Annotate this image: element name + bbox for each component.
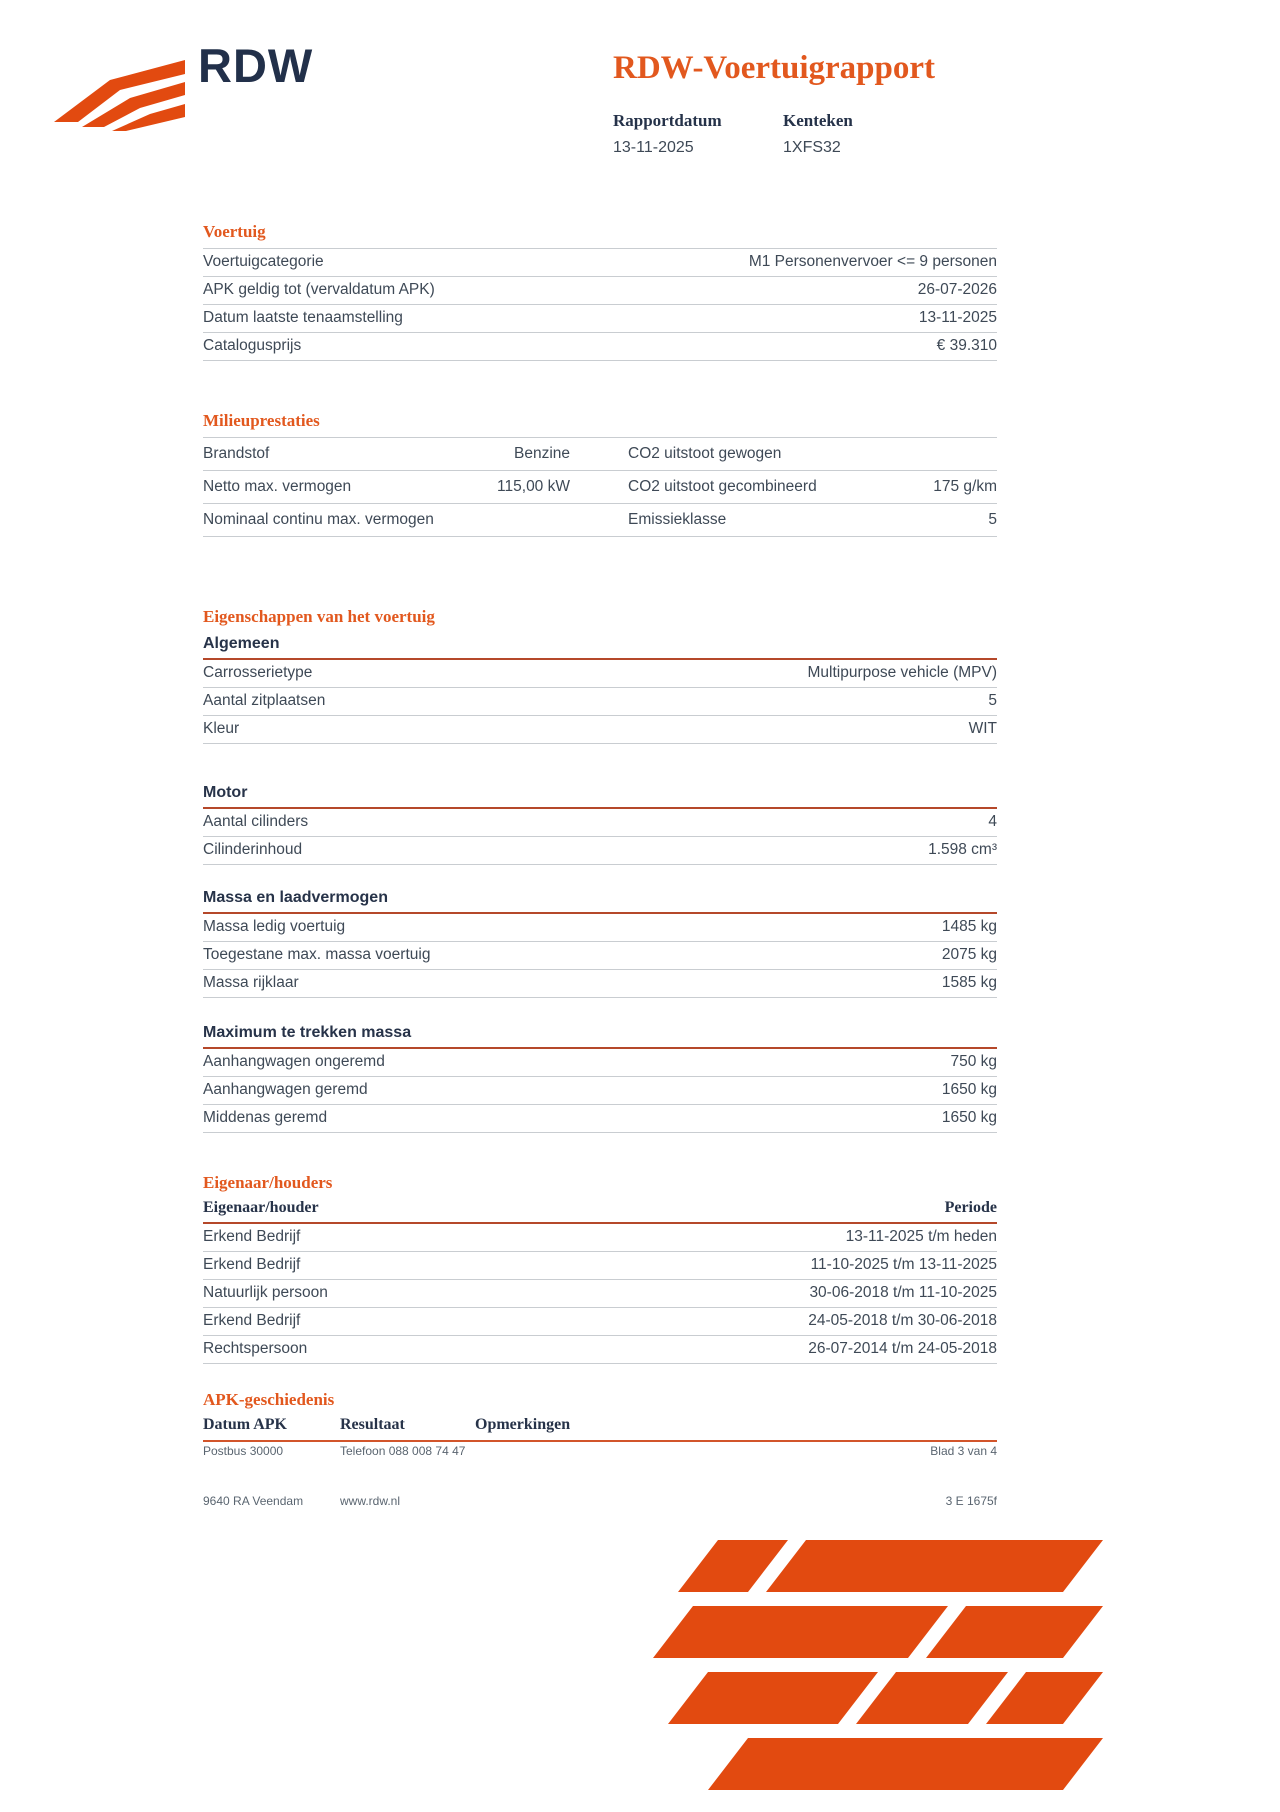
column-header-opmerkingen: Opmerkingen	[475, 1416, 571, 1433]
row-label: Massa rijklaar	[203, 974, 299, 991]
row-label: Erkend Bedrijf	[203, 1256, 301, 1273]
footer-website: www.rdw.nl	[340, 1494, 401, 1508]
column-header-eigenaar: Eigenaar/houder	[203, 1199, 319, 1216]
table-row	[203, 1049, 997, 1077]
table-row	[203, 1280, 997, 1308]
row-label: Massa ledig voertuig	[203, 918, 346, 935]
kenteken-label: Kenteken	[783, 111, 853, 130]
row-label: Erkend Bedrijf	[203, 1228, 301, 1245]
voertuig-table	[203, 248, 997, 361]
row-label: Kleur	[203, 720, 240, 737]
subsection-title: Algemeen	[203, 635, 997, 660]
table-row	[203, 1224, 997, 1252]
row-value: 1650 kg	[941, 1109, 997, 1126]
row-value: 750 kg	[950, 1053, 997, 1070]
page-title: RDW-Voertuigrapport	[613, 50, 936, 86]
rapportdatum-value: 13-11-2025	[613, 139, 694, 156]
row-value: 24-05-2018 t/m 30-06-2018	[808, 1312, 997, 1329]
footer-page-info: Blad 3 van 4	[930, 1444, 997, 1458]
row-value: M1 Personenvervoer <= 9 personen	[748, 253, 997, 270]
row-value: 1650 kg	[941, 1081, 997, 1098]
section-heading-milieuprestaties: Milieuprestaties	[203, 411, 320, 430]
section-heading-voertuig: Voertuig	[203, 222, 266, 241]
row-label: Carrosserietype	[203, 664, 313, 681]
row-label: Erkend Bedrijf	[203, 1312, 301, 1329]
section-eigenschappen	[203, 607, 997, 1133]
row-value: 26-07-2026	[917, 281, 997, 298]
subsection-massa-en-laadvermogen	[203, 889, 997, 998]
row-label: CO2 uitstoot gewogen	[628, 445, 782, 462]
row-label: CO2 uitstoot gecombineerd	[628, 478, 817, 495]
row-label: Rechtspersoon	[203, 1340, 308, 1357]
row-label: Natuurlijk persoon	[203, 1284, 328, 1301]
row-label: Netto max. vermogen	[203, 478, 352, 495]
table-row	[203, 305, 997, 333]
row-label: Aanhangwagen geremd	[203, 1081, 368, 1098]
row-value: 26-07-2014 t/m 24-05-2018	[808, 1340, 997, 1357]
rapportdatum-label: Rapportdatum	[613, 111, 722, 130]
table-row	[203, 1308, 997, 1336]
section-heading-eigenaar: Eigenaar/houders	[203, 1173, 333, 1192]
table-row	[203, 1252, 997, 1280]
table-row	[203, 970, 997, 998]
row-value: 2075 kg	[941, 946, 997, 963]
subsection-maximum-te-trekken-massa	[203, 1024, 997, 1133]
rdw-stripes-graphic	[648, 1540, 1118, 1812]
table-row	[203, 914, 997, 942]
row-value: € 39.310	[936, 337, 997, 354]
row-label: Aantal cilinders	[203, 813, 309, 830]
report-body	[203, 0, 997, 1442]
row-label: APK geldig tot (vervaldatum APK)	[203, 281, 435, 298]
row-value: 13-11-2025 t/m heden	[845, 1228, 997, 1245]
row-value: 5	[988, 511, 997, 528]
section-heading-eigenschappen: Eigenschappen van het voertuig	[203, 607, 435, 626]
row-value: 30-06-2018 t/m 11-10-2025	[809, 1284, 997, 1301]
row-value: 4	[988, 813, 997, 830]
table-row	[203, 809, 997, 837]
row-value: WIT	[968, 720, 997, 737]
row-value: Benzine	[513, 445, 570, 462]
section-eigenaar-houders	[203, 1173, 997, 1364]
table-row	[203, 1105, 997, 1133]
table-row	[203, 438, 997, 471]
table-row	[203, 716, 997, 744]
row-label: Aanhangwagen ongeremd	[203, 1053, 385, 1070]
row-value: 1.598 cm³	[928, 841, 997, 858]
section-heading-apk: APK-geschiedenis	[203, 1390, 335, 1409]
row-label: Emissieklasse	[628, 511, 727, 528]
row-value: 115,00 kW	[497, 478, 570, 495]
table-row	[203, 1077, 997, 1105]
row-label: Voertuigcategorie	[203, 253, 324, 270]
footer-address-1: Postbus 30000	[203, 1444, 284, 1458]
section-voertuig	[203, 222, 997, 361]
table-row	[203, 837, 997, 865]
row-value: 5	[988, 692, 997, 709]
row-value: 13-11-2025	[918, 309, 997, 326]
subsection-title: Maximum te trekken massa	[203, 1024, 997, 1049]
footer-line-2	[203, 1494, 997, 1508]
row-value: 11-10-2025 t/m 13-11-2025	[810, 1256, 997, 1273]
kenteken-value: 1XFS32	[783, 139, 841, 156]
row-label: Datum laatste tenaamstelling	[203, 309, 403, 326]
table-row	[203, 660, 997, 688]
subsection-motor	[203, 784, 997, 865]
rdw-logo-text: RDW	[198, 39, 314, 92]
section-milieuprestaties	[203, 411, 997, 537]
row-label: Brandstof	[203, 445, 270, 462]
table-row	[203, 688, 997, 716]
column-header-resultaat: Resultaat	[340, 1416, 405, 1433]
subsection-title: Motor	[203, 784, 997, 809]
table-row	[203, 333, 997, 361]
table-row	[203, 942, 997, 970]
row-value: 175 g/km	[933, 478, 997, 495]
row-value: 1485 kg	[941, 918, 997, 935]
footer-phone: Telefoon 088 008 74 47	[340, 1444, 466, 1458]
apk-table-header	[203, 1416, 997, 1442]
table-row	[203, 471, 997, 504]
subsection-title: Massa en laadvermogen	[203, 889, 997, 914]
row-label: Middenas geremd	[203, 1109, 328, 1126]
footer-doc-code: 3 E 1675f	[945, 1494, 997, 1508]
row-label: Nominaal continu max. vermogen	[203, 511, 434, 528]
row-label: Toegestane max. massa voertuig	[203, 946, 431, 963]
owner-table-header	[203, 1199, 997, 1224]
row-label: Aantal zitplaatsen	[203, 692, 326, 709]
footer-address-2: 9640 RA Veendam	[203, 1494, 304, 1508]
table-row	[203, 249, 997, 277]
rdw-flag-logo-icon	[52, 58, 187, 134]
row-label: Catalogusprijs	[203, 337, 302, 354]
table-row	[203, 277, 997, 305]
footer-line-1	[203, 1444, 997, 1458]
subsection-algemeen	[203, 635, 997, 744]
section-apk-geschiedenis	[203, 1390, 997, 1442]
column-header-datum-apk: Datum APK	[203, 1416, 287, 1433]
row-value: 1585 kg	[941, 974, 997, 991]
milieu-table	[203, 437, 997, 537]
row-value: Multipurpose vehicle (MPV)	[807, 664, 997, 681]
table-row	[203, 504, 997, 537]
row-label: Cilinderinhoud	[203, 841, 303, 858]
column-header-periode: Periode	[944, 1199, 997, 1216]
table-row	[203, 1336, 997, 1364]
